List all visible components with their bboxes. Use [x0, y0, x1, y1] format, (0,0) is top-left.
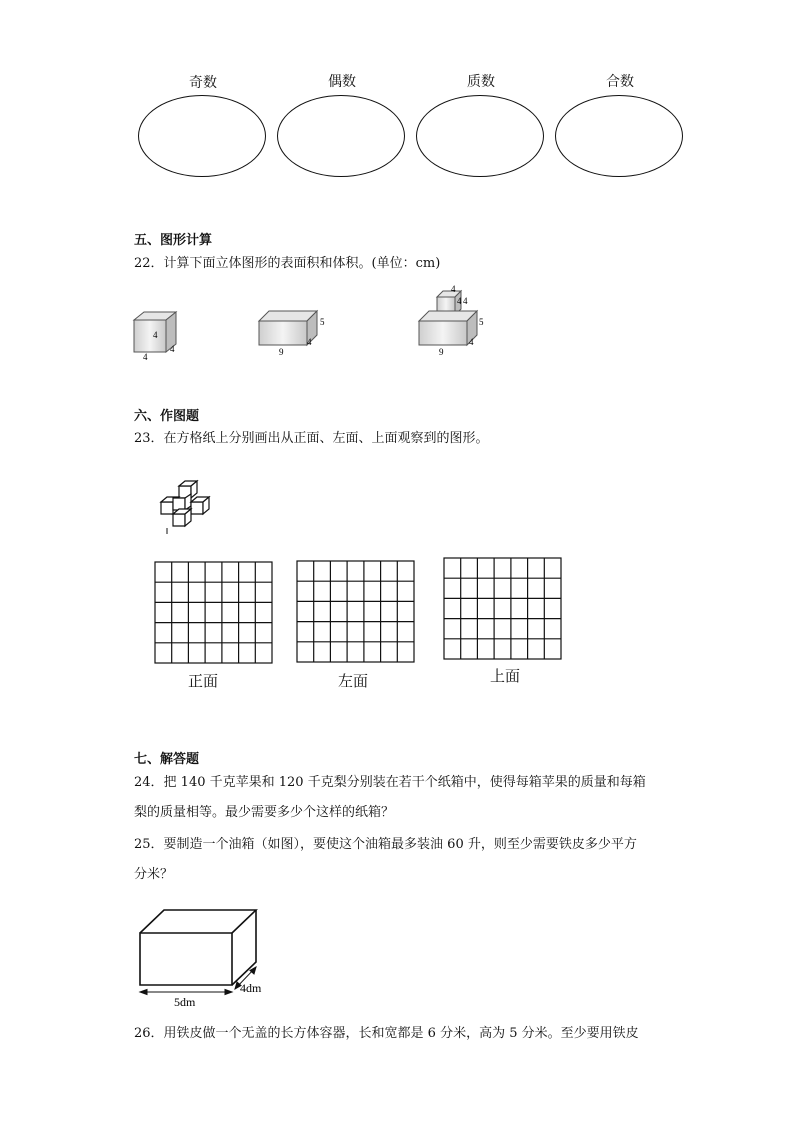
- cuboid-dim-width: 4: [307, 337, 312, 347]
- oil-tank-figure: [132, 905, 282, 1010]
- left-view-grid[interactable]: [296, 560, 415, 663]
- cube-dim-length: 4: [143, 352, 148, 362]
- composite-set-oval[interactable]: [555, 95, 683, 177]
- set-label-prime: 质数: [467, 74, 495, 90]
- section-7-title: 七、解答题: [134, 752, 200, 767]
- combo-dim-height: 5: [479, 317, 484, 327]
- question-25-line-2: 分米？: [134, 867, 174, 882]
- combined-solid-figure: [413, 283, 493, 358]
- top-view-grid[interactable]: [443, 557, 562, 660]
- front-view-label: 正面: [188, 672, 219, 690]
- cube-dim-height: 4: [153, 330, 158, 340]
- question-25-line-1: 25．要制造一个油箱（如图），要使这个油箱最多装油 60 升，则至少需要铁皮多少平方: [134, 837, 637, 852]
- set-label-odd: 奇数: [189, 75, 217, 91]
- question-23: 23．在方格纸上分别画出从正面、左面、上面观察到的图形。: [134, 431, 489, 446]
- tank-length-label: 5dm: [174, 995, 196, 1009]
- cube-figure: [128, 305, 188, 365]
- prime-set-oval[interactable]: [416, 95, 544, 177]
- question-24-line-2: 梨的质量相等。最少需要多少个这样的纸箱？: [134, 805, 395, 820]
- left-view-label: 左面: [338, 672, 369, 690]
- even-set-oval[interactable]: [277, 95, 405, 177]
- front-view-grid[interactable]: [154, 561, 273, 664]
- top-view-label: 上面: [490, 667, 521, 685]
- cube-dim-width: 4: [170, 344, 175, 354]
- set-label-composite: 合数: [606, 74, 634, 90]
- cuboid-dim-length: 9: [279, 347, 284, 357]
- combo-dim-top-height: 4: [451, 284, 456, 294]
- odd-set-oval[interactable]: [138, 95, 266, 177]
- question-24-line-1: 24．把 140 千克苹果和 120 千克梨分别装在若干个纸箱中，使得每箱苹果的质量和每箱: [134, 775, 646, 790]
- question-26-line-1: 26．用铁皮做一个无盖的长方体容器，长和宽都是 6 分米，高为 5 分米。至少要用铁皮: [134, 1026, 639, 1041]
- cuboid-figure: [255, 305, 335, 360]
- combo-dim-length: 9: [439, 347, 444, 357]
- stacked-cubes-sketch: [155, 476, 225, 536]
- combo-dim-width: 4: [469, 337, 474, 347]
- combo-dim-top-depth: 4: [463, 296, 468, 306]
- section-6-title: 六、作图题: [134, 409, 200, 424]
- tank-width-label: 4dm: [240, 981, 262, 995]
- combo-dim-top-width: 4: [457, 296, 462, 306]
- set-label-even: 偶数: [328, 74, 356, 90]
- section-5-title: 五、图形计算: [134, 233, 213, 248]
- question-22: 22．计算下面立体图形的表面积和体积。(单位：cm): [134, 256, 441, 271]
- cuboid-dim-height: 5: [320, 317, 325, 327]
